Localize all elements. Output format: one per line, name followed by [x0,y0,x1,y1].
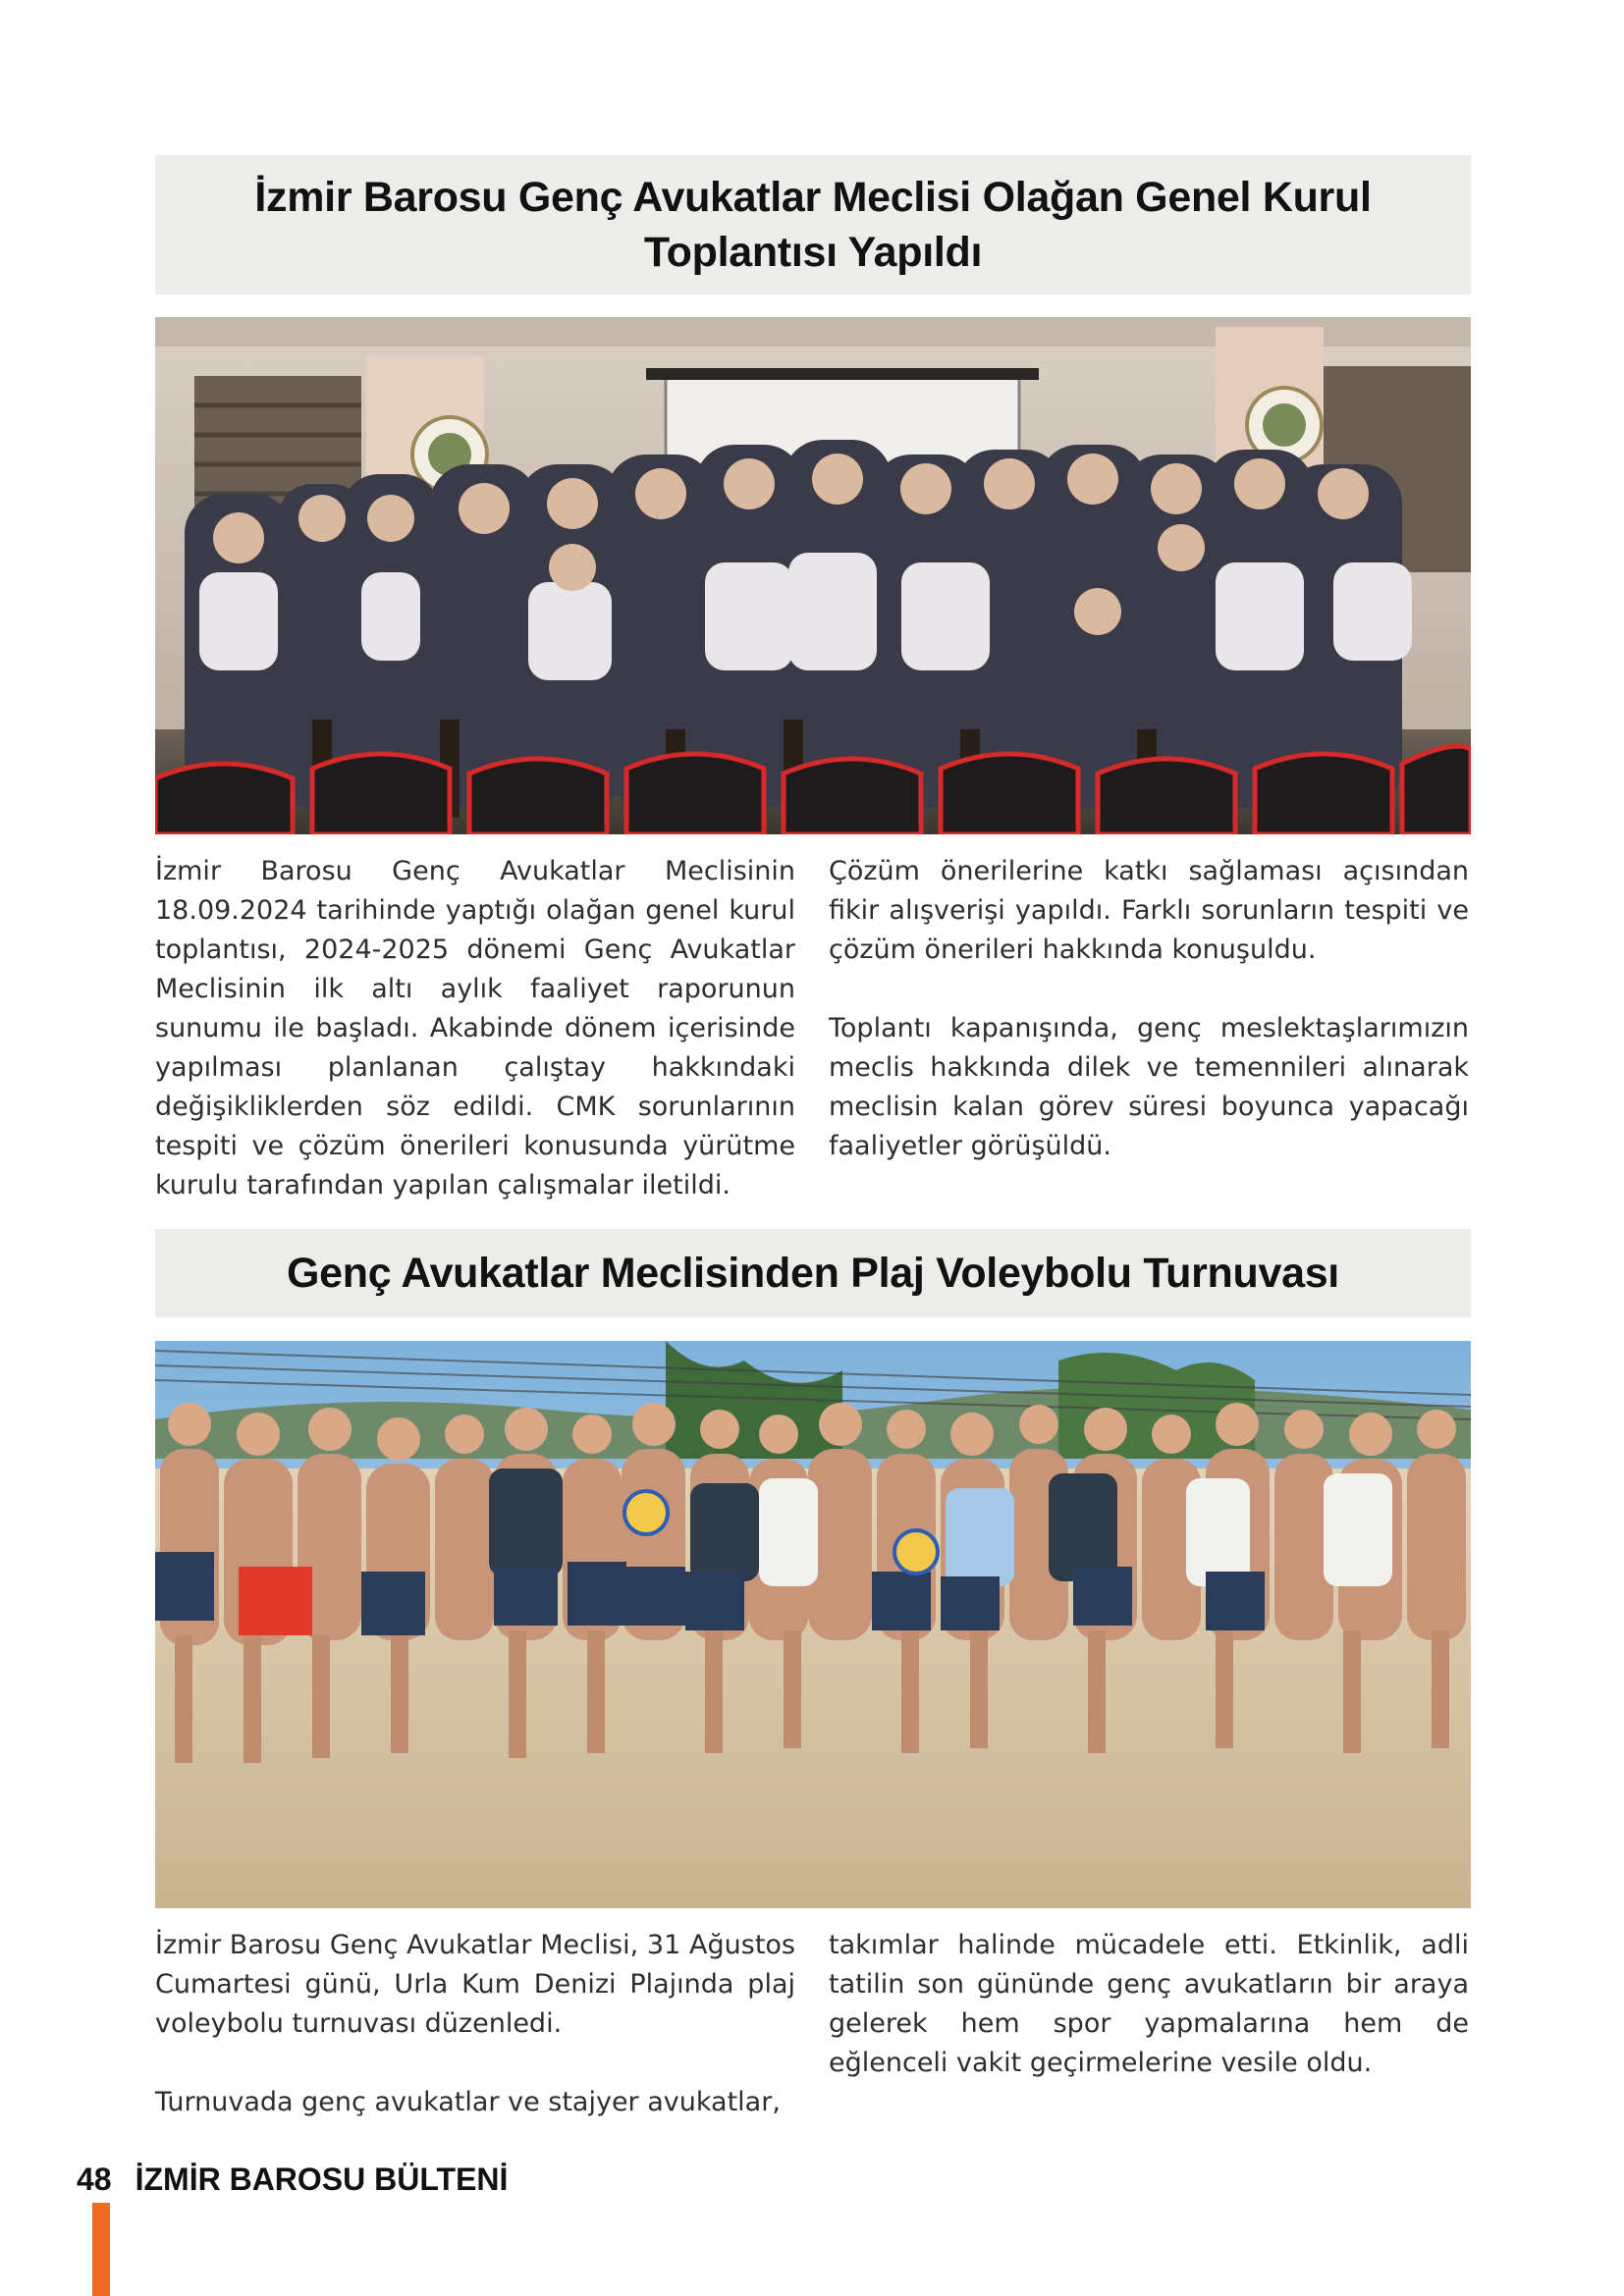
article2-right-column [829,1926,1469,2083]
article1-title-banner [155,155,1471,294]
beach-photo-illustration [155,1341,1471,1908]
meeting-photo-illustration [155,317,1471,834]
article1-paragraph: Toplantı kapanışında, genç meslektaşlarımızın meclis hakkında dilek ve temennileri alınarak meclisin kalan görev süresi boyunca yapacağı faaliyetler görüşüldü. [829,1013,1469,1161]
article1-title-line2: Toplantısı Yapıldı [643,229,983,276]
article2-paragraph: İzmir Barosu Genç Avukatlar Meclisi, 31 Ağustos Cumartesi günü, Urla Kum Denizi Plajında plaj voleybolu turnuvası düzenledi. [155,1930,795,2039]
article2-left-column [155,1926,795,2122]
meeting-group-photo [155,317,1471,834]
page-footer [77,2162,508,2198]
footer-accent-bar [92,2203,110,2296]
article2-paragraph: Turnuvada genç avukatlar ve stajyer avukatlar, [155,2087,781,2117]
article1-left-column [155,852,795,1205]
article1-right-column [829,852,1469,1166]
publication-name: İZMİR BAROSU BÜLTENİ [135,2162,509,2197]
article1-paragraph: İzmir Barosu Genç Avukatlar Meclisinin 18.09.2024 tarihinde yaptığı olağan genel kurul toplantısı, 2024-2025 dönemi Genç Avukatlar Meclisinin ilk altı aylık faaliyet raporunun sunumu ile başladı. Akabinde dönem içerisinde yapılması planlanan çalıştay hakkındaki değişikliklerden söz edildi. CMK sorunlarının tespiti ve çözüm önerileri konusunda yürütme kurulu tarafından yapılan çalışmalar iletildi. [155,856,795,1201]
article2-paragraph: takımlar halinde mücadele etti. Etkinlik, adli tatilin son gününde genç avukatların bir araya gelerek hem spor yapmalarına hem de eğlenceli vakit geçirmelerine vesile oldu. [829,1930,1469,2078]
article1-paragraph: Çözüm önerilerine katkı sağlaması açısından fikir alışverişi yapıldı. Farklı sorunların tespiti ve çözüm önerileri hakkında konuşuldu. [829,856,1469,965]
page-number: 48 [77,2162,112,2197]
article1-title [254,170,1371,280]
article2-title-banner [155,1229,1471,1317]
beach-volleyball-group-photo [155,1341,1471,1908]
article1-title-line1: İzmir Barosu Genç Avukatlar Meclisi Olağan Genel Kurul [254,174,1372,221]
article2-title: Genç Avukatlar Meclisinden Plaj Voleybolu Turnuvası [287,1250,1339,1297]
